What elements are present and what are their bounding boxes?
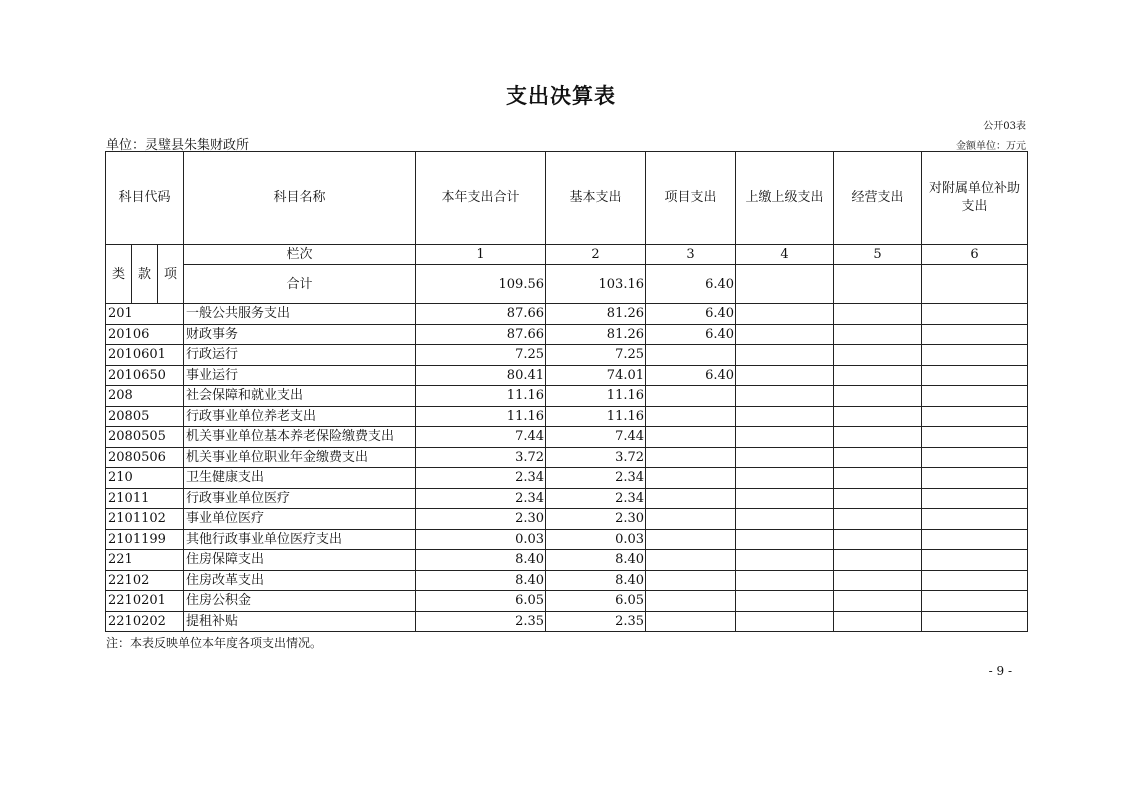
row-basic: 8.40 [546, 550, 646, 571]
row-subsidy [922, 591, 1028, 612]
row-subsidy [922, 386, 1028, 407]
table-row [106, 304, 1028, 325]
row-code: 2080506 [106, 447, 184, 468]
table-row [106, 365, 1028, 386]
row-basic: 11.16 [546, 386, 646, 407]
table-row [106, 570, 1028, 591]
row-code: 20805 [106, 406, 184, 427]
row-project [646, 468, 736, 489]
table-row [106, 345, 1028, 366]
row-project: 6.40 [646, 304, 736, 325]
header-kuan: 款 [132, 245, 158, 304]
column-number: 5 [834, 245, 922, 265]
header-lei: 类 [106, 245, 132, 304]
column-number: 1 [416, 245, 546, 265]
row-name: 住房公积金 [184, 591, 416, 612]
row-name: 其他行政事业单位医疗支出 [184, 529, 416, 550]
row-name: 行政运行 [184, 345, 416, 366]
row-project [646, 591, 736, 612]
row-code: 2210201 [106, 591, 184, 612]
row-project [646, 509, 736, 530]
row-name: 财政事务 [184, 324, 416, 345]
header-subject-code: 科目代码 [106, 152, 184, 245]
row-subsidy [922, 529, 1028, 550]
header-subject-name: 科目名称 [184, 152, 416, 245]
table-row [106, 611, 1028, 632]
total-project: 6.40 [646, 265, 736, 304]
row-business [834, 345, 922, 366]
row-total: 6.05 [416, 591, 546, 612]
row-basic: 74.01 [546, 365, 646, 386]
row-project [646, 427, 736, 448]
row-code: 20106 [106, 324, 184, 345]
row-project [646, 611, 736, 632]
table-row [106, 591, 1028, 612]
row-subsidy [922, 365, 1028, 386]
table-header [106, 152, 1028, 304]
row-code: 201 [106, 304, 184, 325]
row-basic: 3.72 [546, 447, 646, 468]
row-total: 7.44 [416, 427, 546, 448]
header-xiang: 项 [158, 245, 184, 304]
row-basic: 0.03 [546, 529, 646, 550]
row-code: 221 [106, 550, 184, 571]
row-project [646, 345, 736, 366]
total-upper [736, 265, 834, 304]
header-lanci: 栏次 [184, 245, 416, 265]
row-upper [736, 550, 834, 571]
table-row [106, 468, 1028, 489]
row-business [834, 427, 922, 448]
row-subsidy [922, 509, 1028, 530]
row-subsidy [922, 324, 1028, 345]
form-number: 公开03表 [983, 121, 1026, 132]
row-business [834, 570, 922, 591]
row-upper [736, 345, 834, 366]
row-upper [736, 570, 834, 591]
row-business [834, 488, 922, 509]
row-business [834, 529, 922, 550]
row-code: 2010601 [106, 345, 184, 366]
row-project [646, 550, 736, 571]
row-code: 2101102 [106, 509, 184, 530]
header-upper: 上缴上级支出 [736, 152, 834, 245]
row-business [834, 365, 922, 386]
row-business [834, 406, 922, 427]
table-row [106, 386, 1028, 407]
row-basic: 6.05 [546, 591, 646, 612]
table-row [106, 529, 1028, 550]
table-row [106, 406, 1028, 427]
table-row [106, 550, 1028, 571]
row-total: 11.16 [416, 406, 546, 427]
row-basic: 7.44 [546, 427, 646, 448]
row-basic: 81.26 [546, 304, 646, 325]
row-total: 2.30 [416, 509, 546, 530]
unit-label: 单位：灵璧县朱集财政所 [106, 138, 250, 153]
row-upper [736, 468, 834, 489]
row-total: 8.40 [416, 550, 546, 571]
row-business [834, 324, 922, 345]
row-upper [736, 509, 834, 530]
row-business [834, 386, 922, 407]
row-name: 住房改革支出 [184, 570, 416, 591]
row-subsidy [922, 406, 1028, 427]
row-name: 事业运行 [184, 365, 416, 386]
row-total: 11.16 [416, 386, 546, 407]
row-subsidy [922, 468, 1028, 489]
row-total: 7.25 [416, 345, 546, 366]
header-business: 经营支出 [834, 152, 922, 245]
row-project [646, 529, 736, 550]
row-upper [736, 427, 834, 448]
row-name: 一般公共服务支出 [184, 304, 416, 325]
row-business [834, 447, 922, 468]
table-row [106, 324, 1028, 345]
table-note: 注：本表反映单位本年度各项支出情况。 [106, 636, 323, 650]
row-total: 2.35 [416, 611, 546, 632]
row-subsidy [922, 550, 1028, 571]
row-business [834, 509, 922, 530]
row-name: 住房保障支出 [184, 550, 416, 571]
row-total: 2.34 [416, 488, 546, 509]
row-business [834, 468, 922, 489]
table-row [106, 488, 1028, 509]
row-name: 行政事业单位养老支出 [184, 406, 416, 427]
column-number: 4 [736, 245, 834, 265]
row-name: 机关事业单位基本养老保险缴费支出 [184, 427, 416, 448]
row-basic: 8.40 [546, 570, 646, 591]
header-basic: 基本支出 [546, 152, 646, 245]
row-total: 2.34 [416, 468, 546, 489]
row-total: 87.66 [416, 304, 546, 325]
row-name: 机关事业单位职业年金缴费支出 [184, 447, 416, 468]
total-label: 合计 [184, 265, 416, 304]
row-business [834, 591, 922, 612]
row-total: 8.40 [416, 570, 546, 591]
page-number: - 9 - [988, 664, 1012, 678]
row-basic: 81.26 [546, 324, 646, 345]
table-row [106, 427, 1028, 448]
row-total: 3.72 [416, 447, 546, 468]
row-code: 2010650 [106, 365, 184, 386]
row-total: 0.03 [416, 529, 546, 550]
total-row [106, 265, 1028, 304]
row-upper [736, 529, 834, 550]
row-total: 80.41 [416, 365, 546, 386]
row-subsidy [922, 427, 1028, 448]
row-project [646, 406, 736, 427]
row-code: 22102 [106, 570, 184, 591]
total-subsidy [922, 265, 1028, 304]
row-name: 卫生健康支出 [184, 468, 416, 489]
row-upper [736, 406, 834, 427]
row-subsidy [922, 345, 1028, 366]
row-upper [736, 324, 834, 345]
expenditure-table [105, 151, 1028, 632]
row-subsidy [922, 304, 1028, 325]
row-upper [736, 447, 834, 468]
table-row [106, 509, 1028, 530]
row-code: 2080505 [106, 427, 184, 448]
row-project [646, 447, 736, 468]
row-upper [736, 386, 834, 407]
row-upper [736, 611, 834, 632]
row-business [834, 550, 922, 571]
row-upper [736, 591, 834, 612]
row-basic: 11.16 [546, 406, 646, 427]
header-subsidy: 对附属单位补助支出 [922, 152, 1028, 245]
row-total: 87.66 [416, 324, 546, 345]
row-subsidy [922, 611, 1028, 632]
row-basic: 2.30 [546, 509, 646, 530]
amount-unit-label: 金额单位：万元 [956, 141, 1026, 152]
row-project [646, 488, 736, 509]
row-name: 社会保障和就业支出 [184, 386, 416, 407]
row-upper [736, 365, 834, 386]
row-upper [736, 488, 834, 509]
row-name: 行政事业单位医疗 [184, 488, 416, 509]
table-row [106, 447, 1028, 468]
row-basic: 7.25 [546, 345, 646, 366]
row-subsidy [922, 447, 1028, 468]
column-number: 2 [546, 245, 646, 265]
row-subsidy [922, 570, 1028, 591]
row-basic: 2.34 [546, 468, 646, 489]
total-business [834, 265, 922, 304]
total-amount: 109.56 [416, 265, 546, 304]
row-subsidy [922, 488, 1028, 509]
table-body [106, 304, 1028, 632]
row-code: 2210202 [106, 611, 184, 632]
column-number: 6 [922, 245, 1028, 265]
row-business [834, 611, 922, 632]
row-code: 21011 [106, 488, 184, 509]
header-project: 项目支出 [646, 152, 736, 245]
row-basic: 2.35 [546, 611, 646, 632]
row-business [834, 304, 922, 325]
header-total: 本年支出合计 [416, 152, 546, 245]
row-name: 事业单位医疗 [184, 509, 416, 530]
row-project: 6.40 [646, 365, 736, 386]
total-basic: 103.16 [546, 265, 646, 304]
row-code: 2101199 [106, 529, 184, 550]
page-title: 支出决算表 [506, 84, 616, 108]
row-name: 提租补贴 [184, 611, 416, 632]
row-project [646, 386, 736, 407]
column-number: 3 [646, 245, 736, 265]
row-basic: 2.34 [546, 488, 646, 509]
row-code: 210 [106, 468, 184, 489]
row-code: 208 [106, 386, 184, 407]
row-project [646, 570, 736, 591]
row-project: 6.40 [646, 324, 736, 345]
row-upper [736, 304, 834, 325]
